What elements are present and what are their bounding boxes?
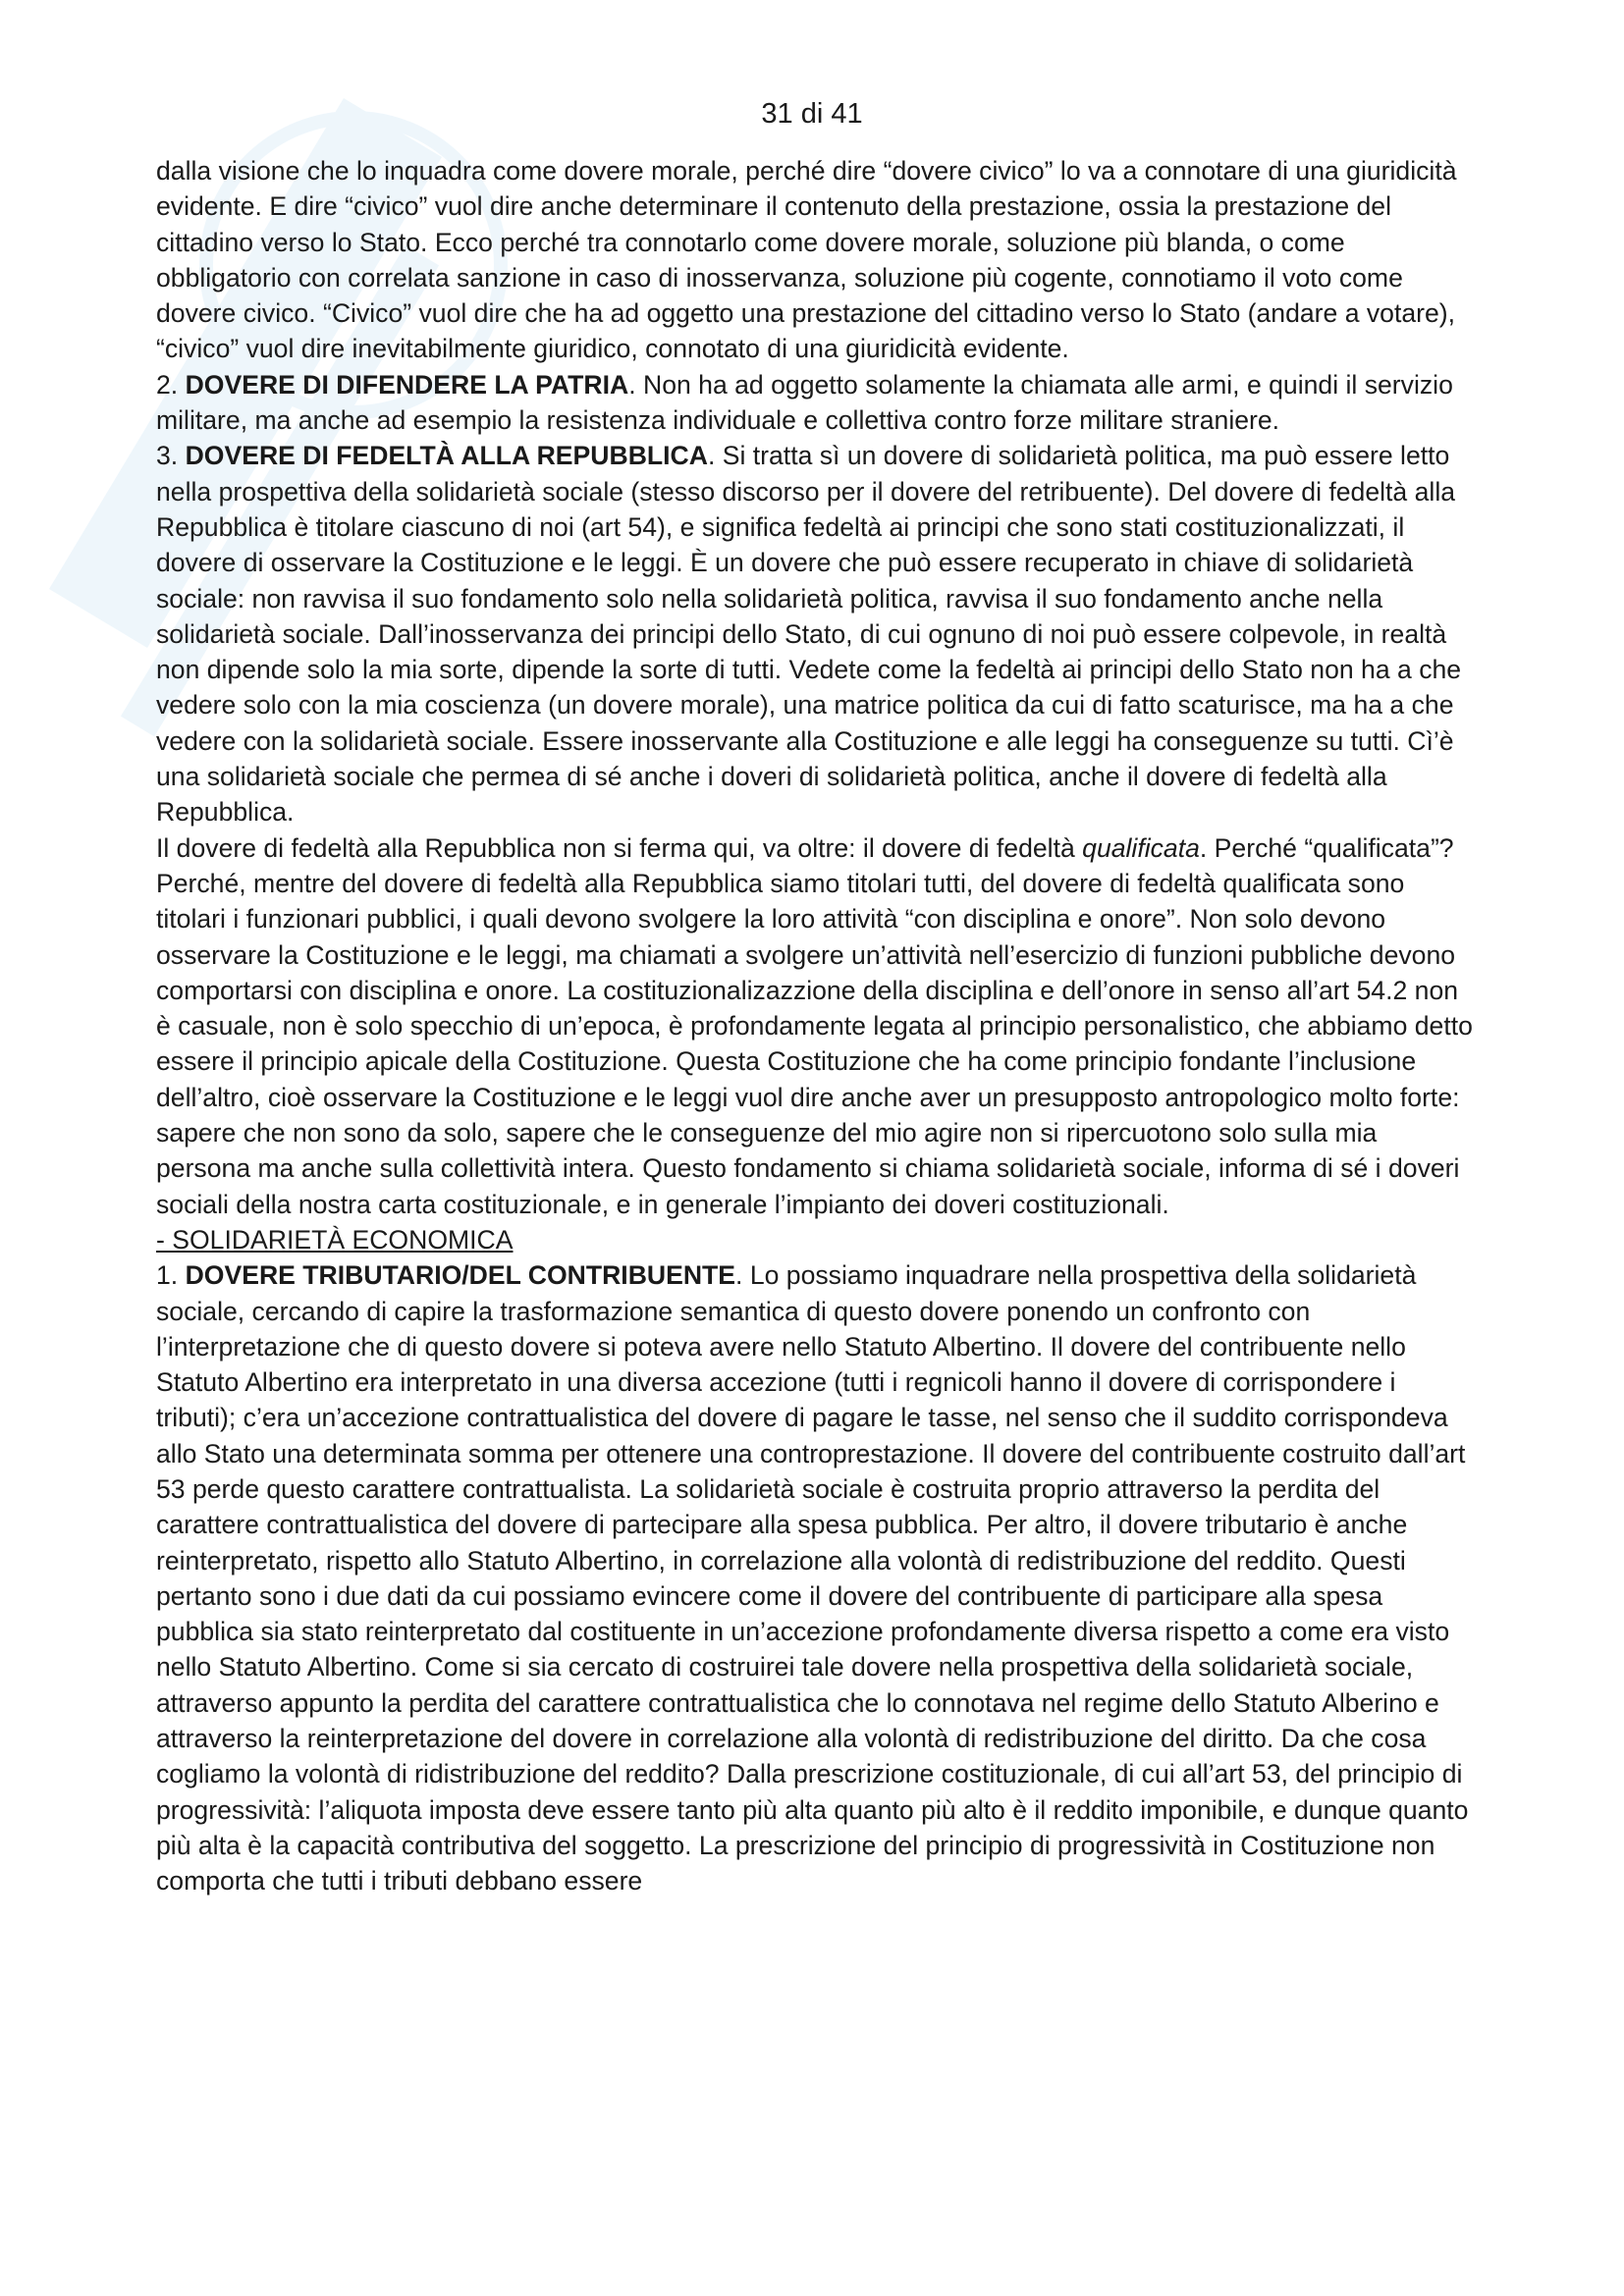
paragraph-text-lead: Il dovere di fedeltà alla Repubblica non si ferma qui, va oltre: il dovere di fedeltà — [156, 832, 1083, 863]
paragraph-text: . Lo possiamo inquadrare nella prospettiva della solidarietà sociale, cercando di capire la trasformazione semantica di questo dovere ponendo un confronto con l’interpretazione che di questo dovere si poteva avere nello Statuto Albertino. Il dovere del contribuente nello Statuto Albertino era interpretato in una diversa accezione (tutti i regnicoli hanno il dovere di corrispondere i tributi); c’era un’accezione contrattualistica del dovere di pagare le tasse, nel senso che il suddito corrispondeva allo Stato una determinata somma per ottenere una controprestazione. Il dovere del contribuente costruito dall’art 53 perde questo carattere contrattualista. La solidarietà sociale è costruita proprio attraverso la perdita del carattere contrattualistica del dovere di partecipare alla spesa pubblica. Per altro, il dovere tributario è anche reinterpretato, rispetto allo Statuto Albertino, in correlazione alla volontà di redistribuzione del reddito. Questi pertanto sono i due dati da cui possiamo evincere come il dovere del contribuente di participare alla spesa pubblica sia stato reinterpretato dal costituente in un’accezione profondamente diversa rispetto a come era visto nello Statuto Albertino. Come si sia cercato di costruirei tale dovere nella prospettiva della solidarietà sociale, attraverso appunto la perdita del carattere contrattualistica che lo connotava nel regime dello Statuto Alberino e attraverso la reinterpretazione del dovere in correlazione alla volontà di redistribuzione del diritto. Da che cosa cogliamo la volontà di ridistribuzione del reddito? Dalla prescrizione costituzionale, di cui all’art 53, del principio di progressività: l’aliquota imposta deve essere tanto più alta quanto più alto è il reddito imponibile, e dunque quanto più alta è la capacità contributiva del soggetto. La prescrizione del principio di progressività in Costituzione non comporta che tutti i tributi debbano essere — [156, 1260, 1469, 1896]
paragraph-text: . Non ha ad oggetto solamente la chiamata alle armi, e quindi il servizio militare, ma anche ad esempio la resistenza individuale e collettiva contro forze militare straniere. — [156, 369, 1453, 436]
paragraph-dovere-tributario — [156, 1257, 1477, 1898]
item-number: 3. — [156, 441, 186, 471]
italic-term: qualificata — [1082, 832, 1200, 863]
item-number: 1. — [156, 1260, 186, 1291]
paragraph-text: . Perché “qualificata”? Perché, mentre del dovere di fedeltà alla Repubblica siamo titolari tutti, del dovere di fedeltà qualificata sono titolari i funzionari pubblici, i quali devono svolgere la loro attività “con disciplina e onore”. Non solo devono osservare la Costituzione e le leggi, ma chiamati a svolgere un’attività nell’esercizio di funzioni pubbliche devono comportarsi con disciplina e onore. La costituzionalizazzione della disciplina e dell’onore in senso all’art 54.2 non è casuale, non è solo specchio di un’epoca, è profondamente legata al principio personalistico, che abbiamo detto essere il principio apicale della Costituzione. Questa Costituzione che ha come principio fondante l’inclusione dell’altro, cioè osservare la Costituzione e le leggi vuol dire anche aver un presupposto antropologico molto forte: sapere che non sono da solo, sapere che le conseguenze del mio agire non si ripercuotono solo sulla mia persona ma anche sulla collettività intera. Questo fondamento si chiama solidarietà sociale, informa di sé i doveri sociali della nostra carta costituzionale, e in generale l’impianto dei doveri costituzionali. — [156, 832, 1473, 1219]
document-body — [156, 153, 1477, 1899]
item-heading: DOVERE TRIBUTARIO/DEL CONTRIBUENTE — [185, 1260, 736, 1291]
item-heading: DOVERE DI DIFENDERE LA PATRIA — [185, 369, 629, 400]
paragraph-text: . Si tratta sì un dovere di solidarietà politica, ma può essere letto nella prospettiva della solidarietà sociale (stesso discorso per il dovere del retribuente). Del dovere di fedeltà alla Repubblica è titolare ciascuno di noi (art 54), e significa fedeltà ai principi che sono stati costituzionalizzati, il dovere di osservare la Costituzione e le leggi. È un dovere che può essere recuperato in chiave di solidarietà sociale: non ravvisa il suo fondamento solo nella solidarietà politica, ravvisa il suo fondamento anche nella solidarietà sociale. Dall’inosservanza dei principi dello Stato, di cui ognuno di noi può essere colpevole, in realtà non dipende solo la mia sorte, dipende la sorte di tutti. Vedete come la fedeltà ai principi dello Stato non ha a che vedere solo con la mia coscienza (un dovere morale), una matrice politica da cui di fatto scaturisce, ma ha a che vedere con la solidarietà sociale. Essere inosservante alla Costituzione e alle leggi ha conseguenze su tutti. Cì’è una solidarietà sociale che permea di sé anche i doveri di solidarietà politica, anche il dovere di fedeltà alla Repubblica. — [156, 441, 1462, 828]
page-number: 31 di 41 — [761, 98, 863, 130]
paragraph-difesa-patria — [156, 367, 1477, 439]
item-heading: DOVERE DI FEDELTÀ ALLA REPUBBLICA — [185, 441, 708, 471]
section-heading-solidarieta-economica: - SOLIDARIETÀ ECONOMICA — [156, 1224, 514, 1255]
paragraph-voto-civico — [156, 153, 1477, 367]
paragraph-fedelta-qualificata — [156, 830, 1477, 1222]
paragraph-fedelta-repubblica — [156, 438, 1477, 829]
item-number: 2. — [156, 369, 186, 400]
paragraph-text: dalla visione che lo inquadra come dovere morale, perché dire “dovere civico” lo va a connotare di una giuridicità evidente. E dire “civico” vuol dire anche determinare il contenuto della prestazione, ossia la prestazione del cittadino verso lo Stato. Ecco perché tra connotarlo come dovere morale, soluzione più blanda, o come obbligatorio con correlata sanzione in caso di inosservanza, soluzione più cogente, connotiamo il voto come dovere civico. “Civico” vuol dire che ha ad oggetto una prestazione del cittadino verso lo Stato (andare a votare), “civico” vuol dire inevitabilmente giuridico, connotato di una giuridicità evidente. — [156, 156, 1457, 364]
